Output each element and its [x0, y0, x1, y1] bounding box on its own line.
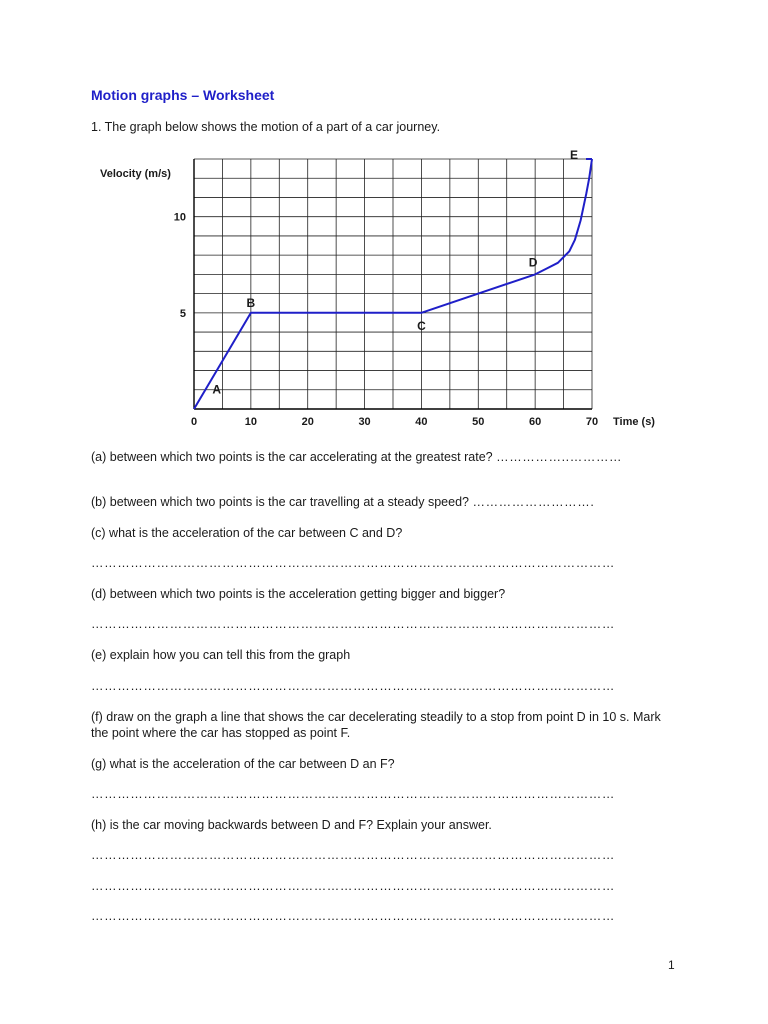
question-e-answer-line[interactable]: ………………………………………………………………………………………………………… [91, 679, 615, 693]
x-tick-label: 60 [529, 416, 542, 428]
question-h-answer-line-3[interactable]: ………………………………………………………………………………………………………… [91, 909, 615, 923]
question-g-answer-line[interactable]: ………………………………………………………………………………………………………… [91, 787, 615, 801]
point-label-c: C [417, 318, 426, 333]
x-tick-label: 0 [190, 416, 198, 428]
question-b-answer-field[interactable]: ………………………. [472, 495, 595, 509]
x-tick-label: 40 [415, 416, 428, 428]
question-c: (c) what is the acceleration of the car between C and D? [91, 526, 403, 540]
question-h-answer-line-1[interactable]: ………………………………………………………………………………………………………… [91, 848, 615, 862]
x-tick-label: 20 [301, 416, 314, 428]
question-h-answer-line-2[interactable]: ………………………………………………………………………………………………………… [91, 879, 615, 893]
question-1-intro: 1. The graph below shows the motion of a part of a car journey. [91, 120, 441, 134]
question-a-text: (a) between which two points is the car accelerating at the greatest rate? [91, 450, 493, 464]
y-tick-label: 5 [179, 307, 186, 320]
point-label-e: E [569, 148, 579, 162]
point-label-d: D [528, 255, 538, 270]
x-tick-label: 50 [472, 416, 485, 428]
graph-tick-labels [174, 212, 598, 428]
worksheet-title: Motion graphs – Worksheet [91, 87, 275, 103]
x-tick-label: 10 [244, 416, 257, 428]
question-d: (d) between which two points is the acceleration getting bigger and bigger? [91, 587, 506, 601]
page-number: 1 [668, 958, 675, 972]
x-axis-label: Time (s) [613, 416, 655, 428]
question-d-answer-line[interactable]: ………………………………………………………………………………………………………… [91, 617, 615, 631]
point-label-b: B [246, 295, 256, 310]
question-a [91, 449, 681, 465]
question-a-answer-field[interactable]: ……………..………… [496, 450, 623, 464]
y-tick-label: 10 [173, 211, 186, 224]
question-h: (h) is the car moving backwards between D and F? Explain your answer. [91, 818, 492, 832]
question-e: (e) explain how you can tell this from the graph [91, 648, 351, 662]
question-f: (f) draw on the graph a line that shows the car decelerating steadily to a stop from point D in 10 s. Mark the point where the car has stopped as point F. [91, 710, 661, 740]
point-label-a: A [212, 382, 222, 397]
y-axis-label: Velocity (m/s) [100, 168, 171, 180]
question-c-answer-line[interactable]: ………………………………………………………………………………………………………… [91, 556, 615, 570]
x-tick-label: 70 [585, 416, 599, 428]
x-tick-label: 30 [358, 416, 371, 428]
point-labels [212, 148, 578, 397]
question-g: (g) what is the acceleration of the car between D an F? [91, 757, 395, 771]
question-b-text: (b) between which two points is the car travelling at a steady speed? [91, 495, 469, 509]
graph-grid [194, 159, 592, 409]
velocity-time-graph [0, 0, 768, 440]
question-b [91, 494, 681, 510]
